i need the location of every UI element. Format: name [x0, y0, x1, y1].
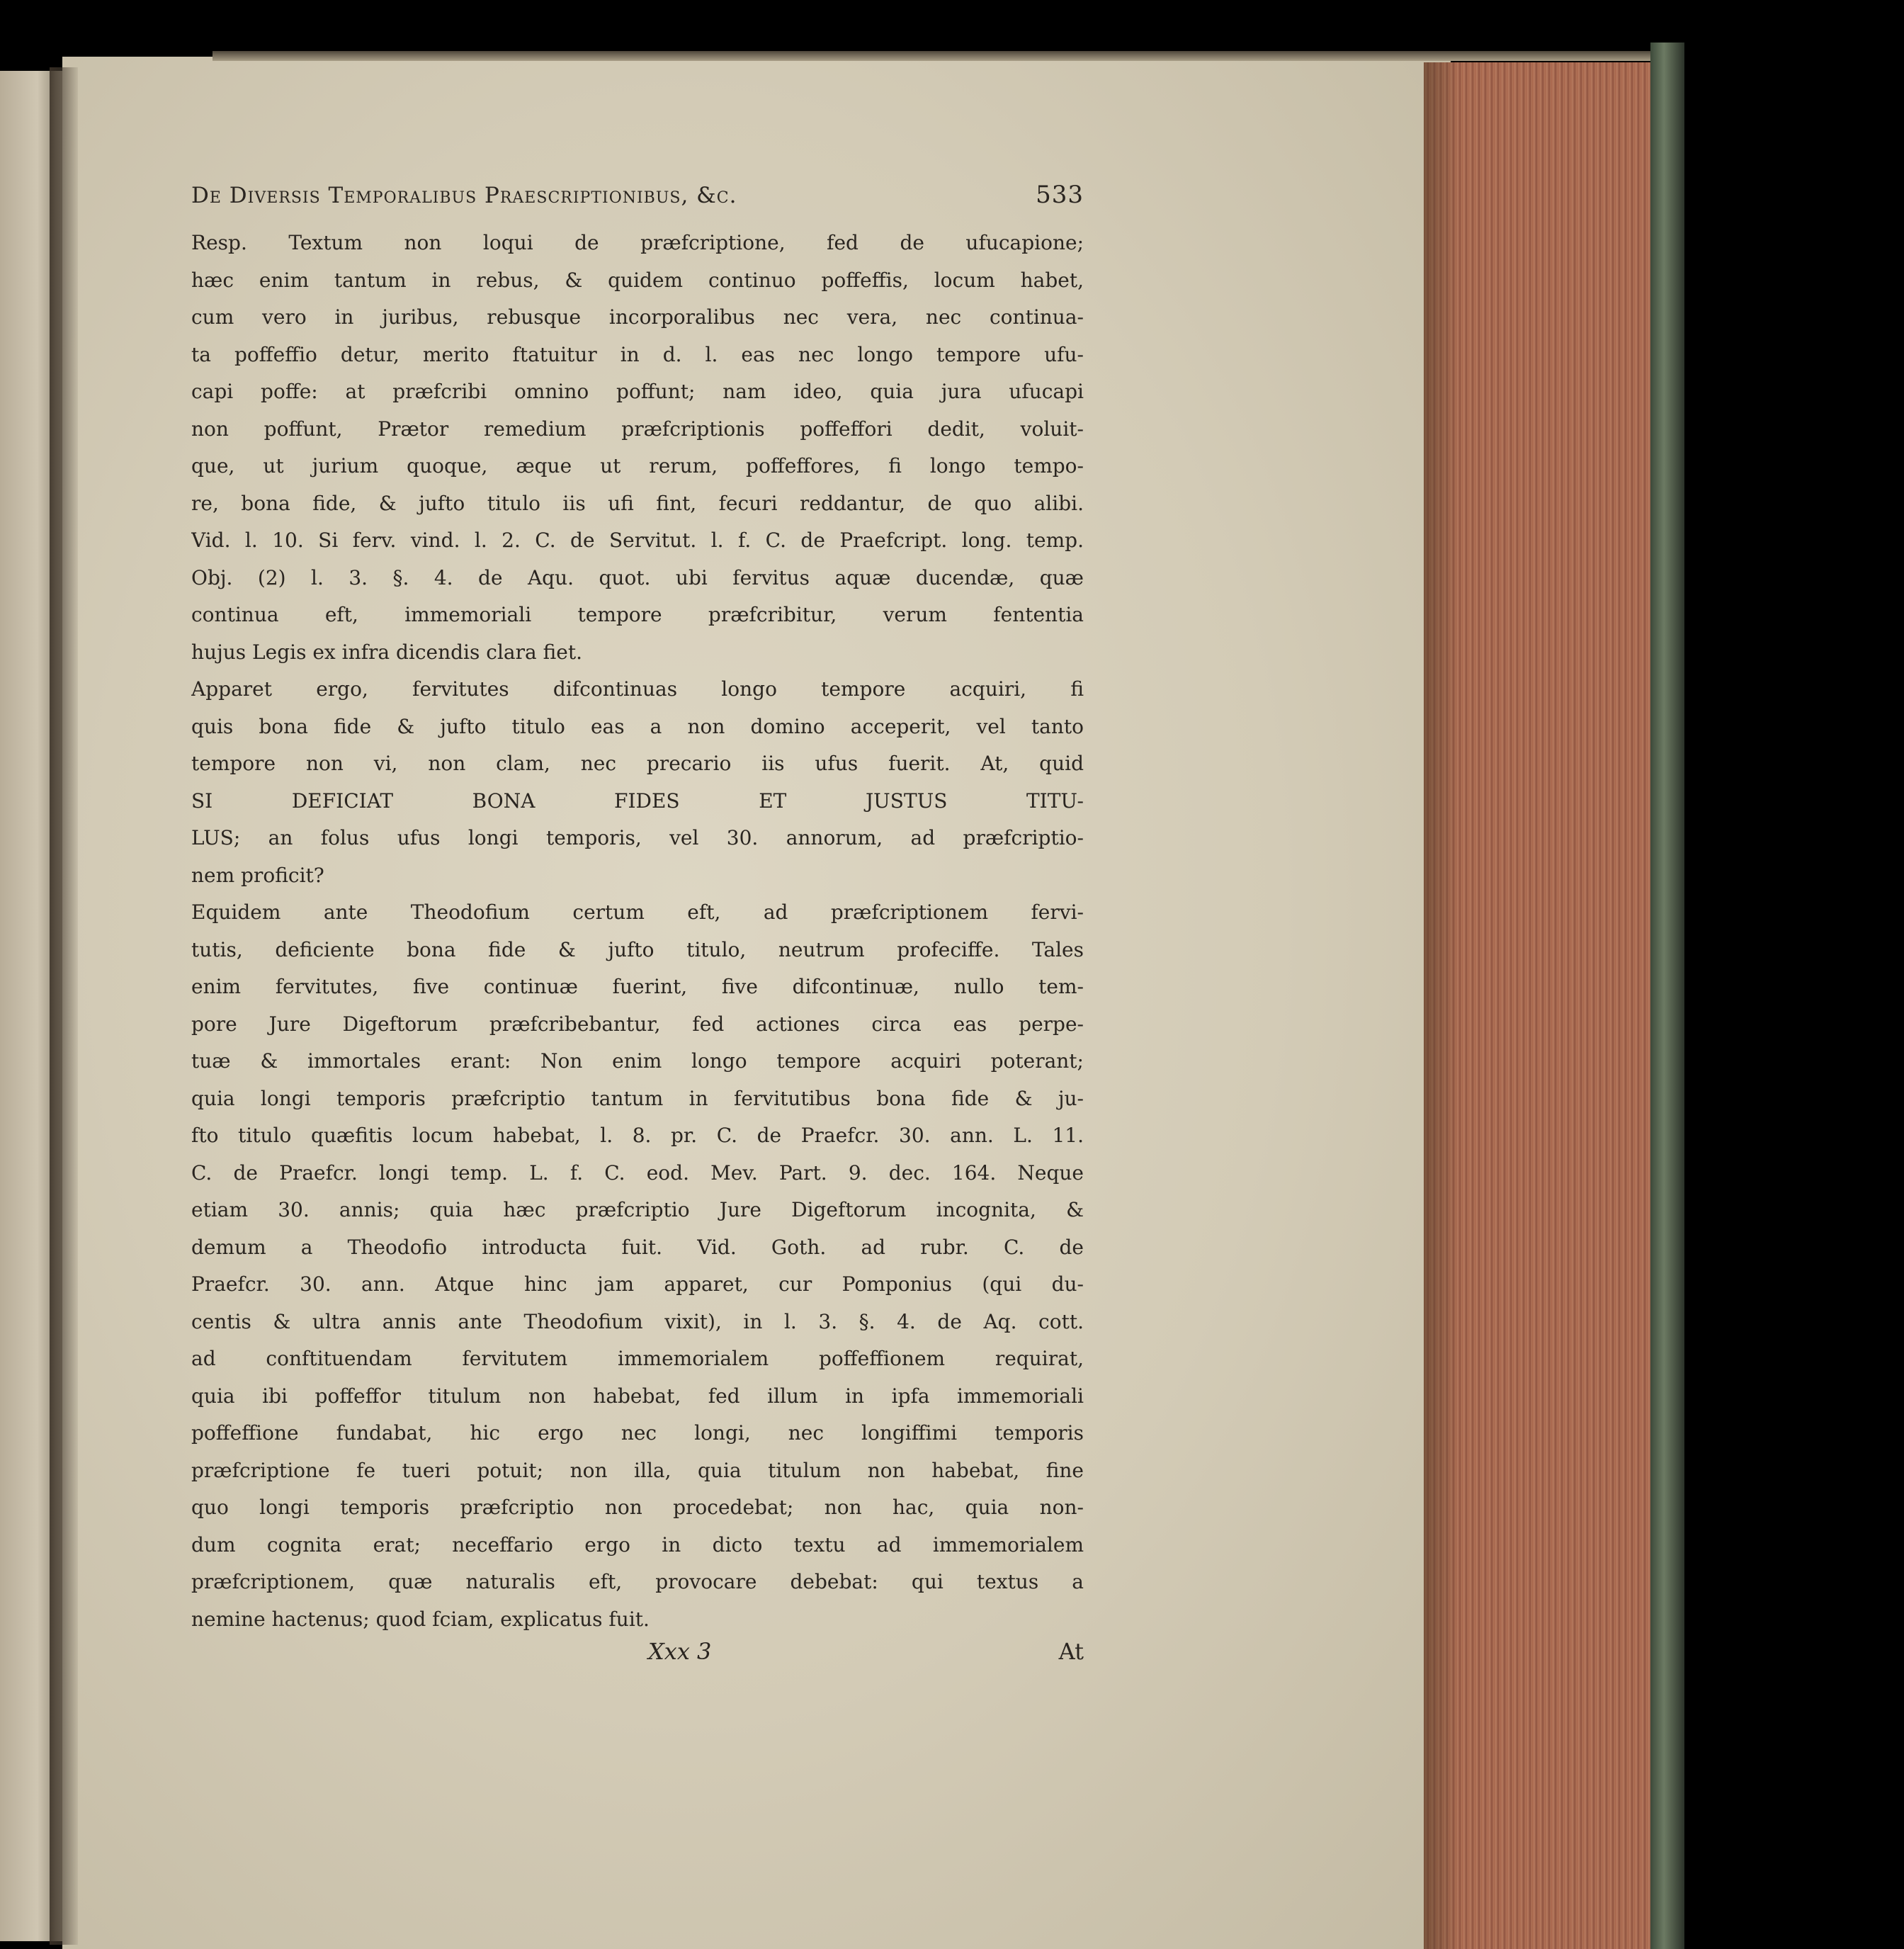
text-line: dum cognita erat; neceffario ergo in dicto textu ad immemorialem [191, 1532, 1084, 1557]
text-line: tutis, deficiente bona fide & jufto titulo, neutrum profeciffe. Tales [191, 937, 1084, 961]
text-line: Resp. Textum non loqui de præfcriptione, fed de ufucapione; [191, 231, 1084, 254]
body-text [191, 225, 1084, 1638]
text-line: quo longi temporis præfcriptio non procedebat; non hac, quia non- [191, 1496, 1084, 1519]
text-line: etiam 30. annis; quia hæc præfcriptio Jure Digeftorum incognita, & [191, 1198, 1084, 1221]
catchword: At [1058, 1638, 1084, 1665]
text-line: tuæ & immortales erant: Non enim longo tempore acquiri poterant; [191, 1049, 1084, 1073]
page-number: 533 [1036, 181, 1084, 209]
text-line: non poffunt, Prætor remedium præfcriptionis poffeffori dedit, voluit- [191, 417, 1084, 441]
text-line: Vid. l. 10. Si ferv. vind. l. 2. C. de Servitut. l. f. C. de Praefcript. long. temp. [191, 529, 1084, 552]
running-head [191, 181, 1084, 209]
cover-board [1650, 43, 1684, 1949]
text-line: Praefcr. 30. ann. Atque hinc jam apparet, cur Pomponius (qui du- [191, 1272, 1084, 1296]
text-line: quia longi temporis præfcriptio tantum in fervitutibus bona fide & ju- [191, 1086, 1084, 1110]
text-line: quia ibi poffeffor titulum non habebat, fed illum in ipfa immemoriali [191, 1384, 1084, 1408]
text-line: hæc enim tantum in rebus, & quidem continuo poffeffis, locum habet, [191, 268, 1084, 292]
text-line: præfcriptionem, quæ naturalis eft, provocare debebat: qui textus a [191, 1570, 1084, 1593]
text-line: demum a Theodofio introducta fuit. Vid. Goth. ad rubr. C. de [191, 1235, 1084, 1259]
running-head-title: De Diversis Temporalibus Praescriptionibus, &c. [191, 183, 737, 208]
text-line: Apparet ergo, fervitutes difcontinuas longo tempore acquiri, fi [191, 677, 1084, 701]
text-line: capi poffe: at præfcribi omnino poffunt; nam ideo, quia jura ufucapi [191, 380, 1084, 403]
text-line: pore Jure Digeftorum præfcribebantur, fed actiones circa eas perpe- [191, 1012, 1084, 1036]
text-line: quis bona fide & jufto titulo eas a non domino acceperit, vel tanto [191, 714, 1084, 738]
text-line: Obj. (2) l. 3. §. 4. de Aqu. quot. ubi fervitus aquæ ducendæ, quæ [191, 565, 1084, 589]
text-line: LUS; an folus ufus longi temporis, vel 30. annorum, ad præfcriptio- [191, 826, 1084, 849]
text-line: præfcriptione fe tueri potuit; non illa, quia titulum non habebat, fine [191, 1458, 1084, 1482]
page-top-edge [212, 51, 1658, 61]
fore-edge-shadow [1424, 62, 1459, 1949]
text-line: ad conftituendam fervitutem immemorialem poffeffionem requirat, [191, 1347, 1084, 1370]
text-line: que, ut jurium quoque, æque ut rerum, poffeffores, fi longo tempo- [191, 454, 1084, 478]
text-line: SI DEFICIAT BONA FIDES ET JUSTUS TITU- [191, 789, 1084, 813]
text-line: enim fervitutes, five continuæ fuerint, five difcontinuæ, nullo tem- [191, 975, 1084, 998]
text-line: Equidem ante Theodofium certum eft, ad præfcriptionem fervi- [191, 900, 1084, 924]
text-line: C. de Praefcr. longi temp. L. f. C. eod. Mev. Part. 9. dec. 164. Neque [191, 1160, 1084, 1185]
signature-mark: Xxx 3 [648, 1638, 712, 1665]
text-line: poffeffione fundabat, hic ergo nec longi, nec longiffimi temporis [191, 1421, 1084, 1445]
text-line: cum vero in juribus, rebusque incorporalibus nec vera, nec continua- [191, 305, 1084, 329]
text-line: continua eft, immemoriali tempore præfcribitur, verum fententia [191, 603, 1084, 626]
text-line: ta poffeffio detur, merito ftatuitur in d. l. eas nec longo tempore ufu- [191, 342, 1084, 366]
text-block [191, 181, 1084, 1665]
text-line: hujus Legis ex infra dicendis clara fiet. [191, 640, 582, 664]
fore-edge [1424, 62, 1665, 1949]
page-footer [191, 1638, 1084, 1665]
text-line: tempore non vi, non clam, nec precario iis ufus fuerit. At, quid [191, 752, 1084, 775]
text-line: fto titulo quæfitis locum habebat, l. 8. pr. C. de Praefcr. 30. ann. L. 11. [191, 1124, 1084, 1147]
text-line: centis & ultra annis ante Theodofium vixit), in l. 3. §. 4. de Aq. cott. [191, 1309, 1084, 1333]
gutter-shadow [50, 67, 78, 1945]
text-line: nemine hactenus; quod fciam, explicatus fuit. [191, 1607, 650, 1631]
text-line: nem proficit? [191, 863, 324, 887]
text-line: re, bona fide, & jufto titulo iis ufi fint, fecuri reddantur, de quo alibi. [191, 491, 1084, 515]
